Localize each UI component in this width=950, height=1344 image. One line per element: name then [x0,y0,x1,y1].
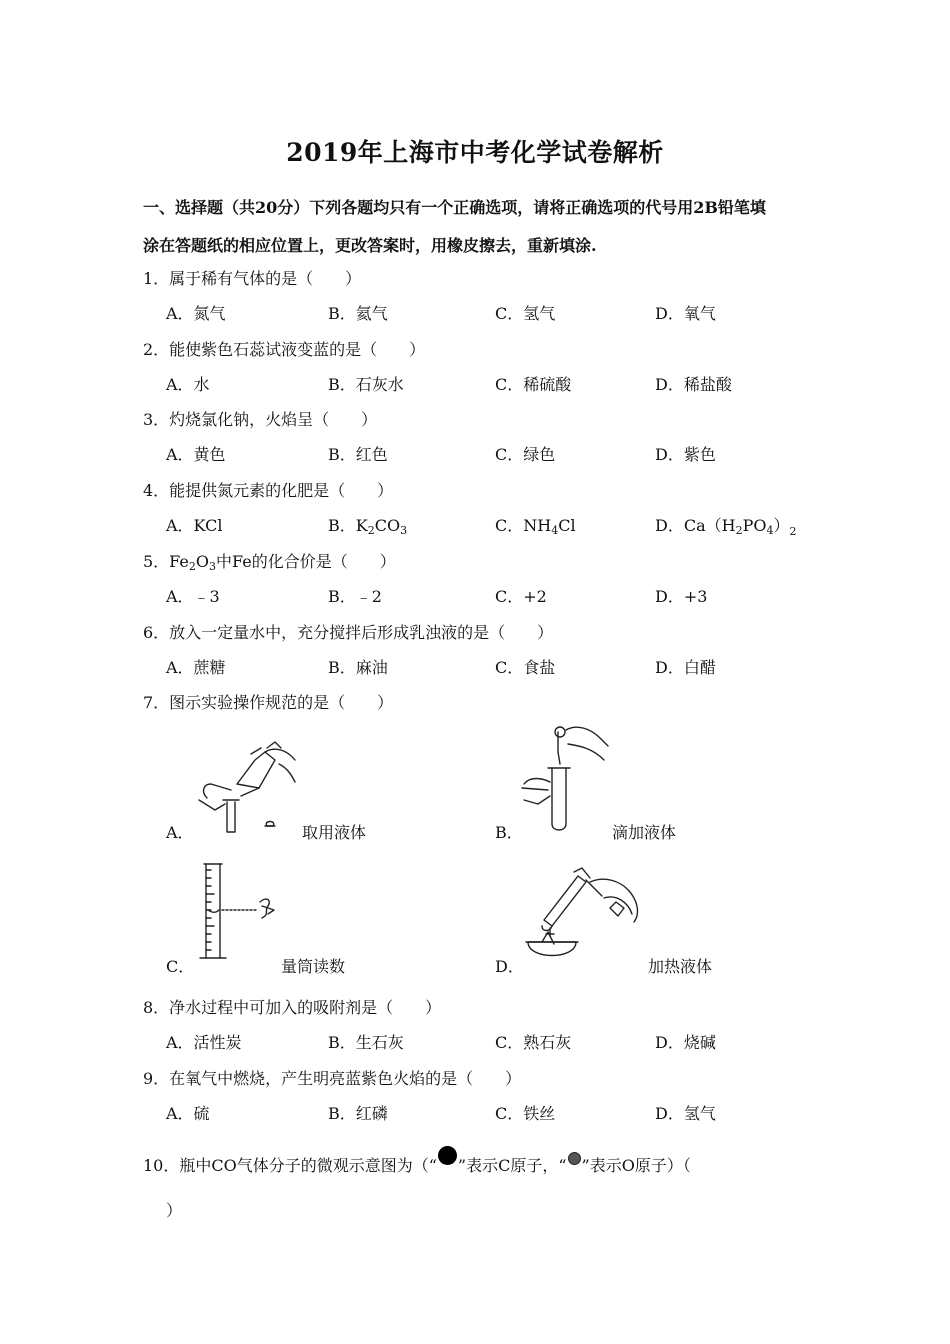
question-8-option-a: A．活性炭 [166,1033,242,1052]
question-2-option-a: A．水 [166,375,210,394]
question-4-option-b: B．$K_2CO_3$ [328,516,408,537]
question-7-option-c-letter: C． [166,957,195,976]
question-7-option-b-label: 滴加液体 [612,823,677,842]
question-6-stem: 6．放入一定量水中，充分搅拌后形成乳浊液的是（ ） [143,623,554,642]
question-6-option-b: B．麻油 [328,658,388,677]
oxygen-atom-icon [568,1152,581,1165]
question-5-option-b: B．﹣2 [328,587,382,606]
question-7-option-d-letter: D． [495,957,524,976]
question-10-stem: 10．瓶中CO气体分子的微观示意图为（“ ”表示C原子，“ ”表示O原子）（ [143,1146,691,1176]
question-3-option-d: D．紫色 [655,445,716,464]
dropping-liquid-figure [520,724,610,836]
pouring-liquid-figure [195,740,300,835]
question-4-option-c: C．$NH_4Cl$ [495,516,576,537]
section-instruction-line-1: 一、选择题（共20分）下列各题均只有一个正确选项，请将正确选项的代号用2B铅笔填 [143,198,766,217]
question-6-option-a: A．蔗糖 [166,658,226,677]
question-4-option-a: A．KCl [166,516,223,535]
page-title: 2019年上海市中考化学试卷解析 [286,138,664,167]
question-7-option-a-label: 取用液体 [302,823,367,842]
question-1-option-c: C．氢气 [495,304,556,323]
question-6-option-c: C．食盐 [495,658,556,677]
question-9-option-a: A．硫 [166,1104,210,1123]
question-5-option-a: A．﹣3 [166,587,220,606]
question-9-stem: 9．在氧气中燃烧，产生明亮蓝紫色火焰的是（ ） [143,1069,522,1088]
question-3-option-c: C．绿色 [495,445,556,464]
question-9-option-d: D．氢气 [655,1104,716,1123]
question-7-option-b-letter: B． [495,823,523,842]
question-2-stem: 2．能使紫色石蕊试液变蓝的是（ ） [143,340,426,359]
question-6-option-d: D．白醋 [655,658,716,677]
question-9-option-c: C．铁丝 [495,1104,556,1123]
question-9-option-b: B．红磷 [328,1104,388,1123]
question-3-option-a: A．黄色 [166,445,226,464]
carbon-atom-icon [438,1146,457,1165]
question-1-option-a: A．氮气 [166,304,226,323]
question-1-option-b: B．氦气 [328,304,388,323]
question-1-stem: 1．属于稀有气体的是（ ） [143,269,362,288]
question-5-option-c: C．+2 [495,587,547,606]
question-2-option-d: D．稀盐酸 [655,375,732,394]
section-instruction-line-2: 涂在答题纸的相应位置上，更改答案时，用橡皮擦去，重新填涂. [143,236,597,255]
question-4-stem: 4．能提供氮元素的化肥是（ ） [143,481,394,500]
question-10-stem-close: ） [166,1201,183,1220]
question-5-option-d: D．+3 [655,587,708,606]
question-3-stem: 3．灼烧氯化钠，火焰呈（ ） [143,410,378,429]
question-2-option-c: C．稀硫酸 [495,375,572,394]
question-5-stem: 5．$Fe_2O_3$中Fe的化合价是（ ） [143,552,396,573]
question-7-option-c-label: 量筒读数 [281,957,346,976]
question-7-option-d-label: 加热液体 [648,957,713,976]
question-8-option-b: B．生石灰 [328,1033,404,1052]
question-4-option-d: D．$Ca(H_2PO_4)_2$ [655,516,797,538]
question-8-option-d: D．烧碱 [655,1033,716,1052]
question-7-option-a-letter: A． [166,823,194,842]
question-8-stem: 8．净水过程中可加入的吸附剂是（ ） [143,998,442,1017]
question-7-stem: 7．图示实验操作规范的是（ ） [143,693,394,712]
question-3-option-b: B．红色 [328,445,388,464]
question-8-option-c: C．熟石灰 [495,1033,572,1052]
heating-liquid-figure [520,862,645,966]
graduated-cylinder-figure [198,858,280,966]
question-2-option-b: B．石灰水 [328,375,404,394]
question-1-option-d: D．氧气 [655,304,716,323]
